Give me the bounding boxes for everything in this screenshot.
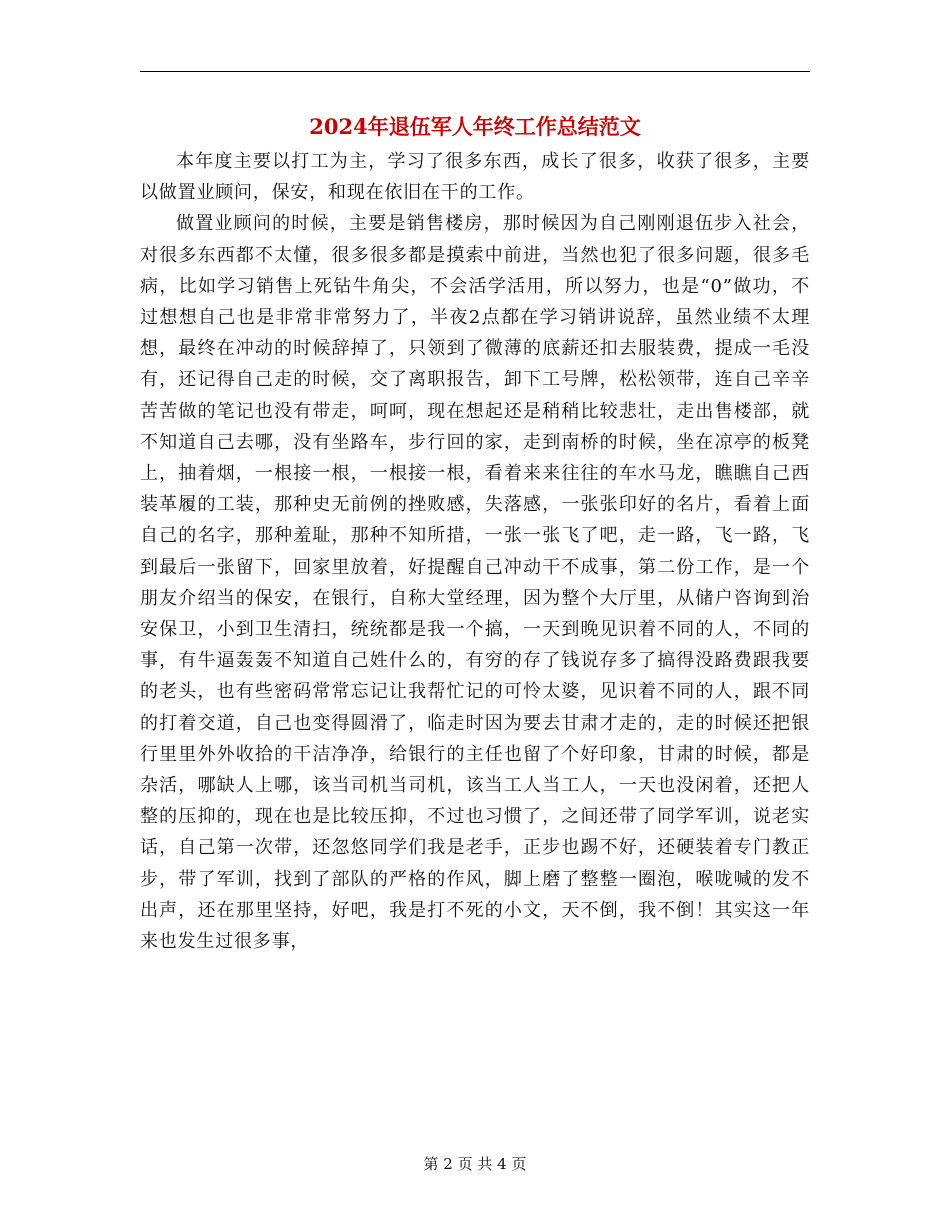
paragraph-1: 本年度主要以打工为主，学习了很多东西，成长了很多，收获了很多，主要以做置业顾问，保安，和现在依旧在干的工作。 [140,151,810,204]
page-footer: 第 2 页 共 4 页 [423,1155,527,1173]
header-rule [140,71,810,72]
document-title: 2024年退伍军人年终工作总结范文 [309,114,641,139]
paragraph-2: 做置业顾问的时候，主要是销售楼房，那时候因为自己刚刚退伍步入社会，对很多东西都不太懂，很多很多都是摸索中前进，当然也犯了很多问题，很多毛病，比如学习销售上死钻牛角尖，不会活学活用，所以努力，也是“0”做功，不过想想自己也是非常非常努力了，半夜2点都在学习销讲说辞，虽然业绩不太理想，最终在冲动的时候辞掉了，只领到了微薄的底薪还扣去服装费，提成一毛没有，还记得自己走的时候，交了离职报告，卸下工号牌，松松领带，连自己辛辛苦苦做的笔记也没有带走，呵呵，现在想起还是稍稍比较悲壮，走出售楼部，就不知道自己去哪，没有坐路车，步行回的家，走到南桥的时候，坐在凉亭的板凳上，抽着烟，一根接一根，一根接一根，看着来来往往的车水马龙，瞧瞧自己西装革履的工装，那种史无前例的挫败感，失落感，一张张印好的名片，看着上面自己的名字，那种羞耻，那种不知所措，一张一张飞了吧，走一路，飞一路，飞到最后一张留下，回家里放着，好提醒自己冲动干不成事，第二份工作，是一个朋友介绍当的保安，在银行，自称大堂经理，因为整个大厅里，从储户咨询到治安保卫，小到卫生清扫，统统都是我一个搞，一天到晚见识着不同的人，不同的事，有牛逼轰轰不知道自己姓什么的，有穷的存了钱说存多了搞得没路费跟我要的老头，也有些密码常常忘记让我帮忙记的可怜太婆，见识着不同的人，跟不同的打着交道，自己也变得圆滑了，临走时因为要去甘肃才走的，走的时候还把银行里里外外收拾的干洁净净，给银行的主任也留了个好印象，甘肃的时候，都是杂活，哪缺人上哪，该当司机当司机，该当工人当工人，一天也没闲着，还把人整的压抑的，现在也是比较压抑，不过也习惯了，之间还带了同学军训，说老实话，自己第一次带，还忽悠同学们我是老手，正步也踢不好，还硬装着专门教正步，带了军训，找到了部队的严格的作风，脚上磨了整整一圈泡，喉咙喊的发不出声，还在那里坚持，好吧，我是打不死的小文，天不倒，我不倒！其实这一年来也发生过很多事， [140,213,810,953]
document-body [140,146,810,957]
